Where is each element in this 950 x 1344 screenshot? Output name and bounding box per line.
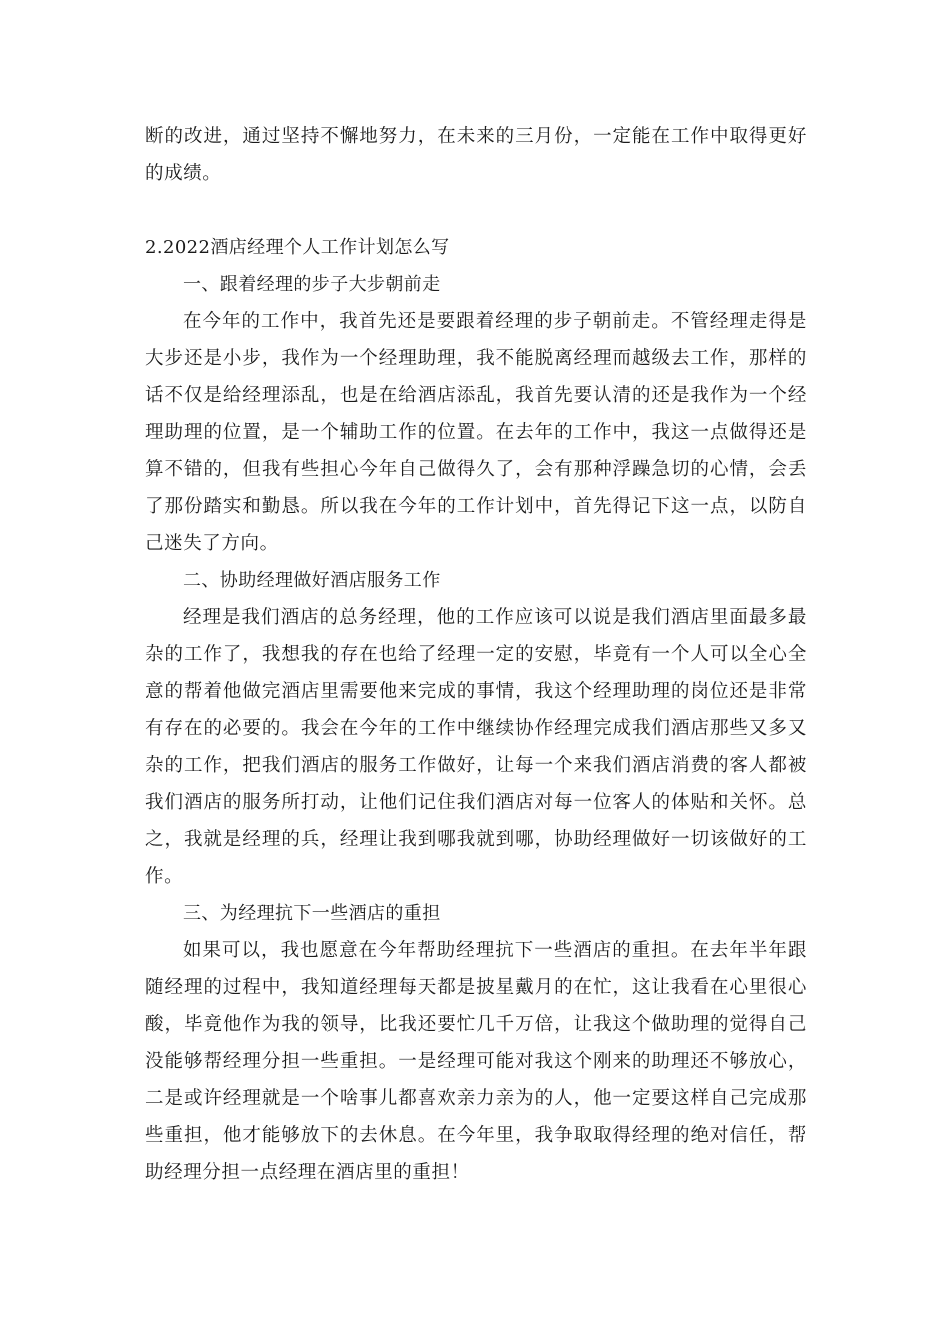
document-page [145, 118, 807, 1191]
item-heading-3: 三、为经理抗下一些酒店的重担 [183, 903, 441, 924]
item-heading-1: 一、跟着经理的步子大步朝前走 [183, 274, 441, 295]
item-body-3: 如果可以，我也愿意在今年帮助经理抗下一些酒店的重担。在去年半年跟随经理的过程中，我知道经理每天都是披星戴月的在忙，这让我看在心里很心酸，毕竟他作为我的领导，比我还要忙几千万倍，让我这个做助理的觉得自己没能够帮经理分担一些重担。一是经理可能对我这个刚来的助理还不够放心，二是或许经理就是一个啥事儿都喜欢亲力亲为的人，他一定要这样自己完成那些重担，他才能够放下的去休息。在今年里，我争取取得经理的绝对信任，帮助经理分担一点经理在酒店里的重担！ [145, 940, 807, 1183]
item-body-1: 在今年的工作中，我首先还是要跟着经理的步子朝前走。不管经理走得是大步还是小步，我作为一个经理助理，我不能脱离经理而越级去工作，那样的话不仅是给经理添乱，也是在给酒店添乱，我首先要认清的还是我作为一个经理助理的位置，是一个辅助工作的位置。在去年的工作中，我这一点做得还是算不错的，但我有些担心今年自己做得久了，会有那种浮躁急切的心情，会丢了那份踏实和勤恳。所以我在今年的工作计划中，首先得记下这一点，以防自己迷失了方向。 [145, 311, 807, 554]
intro-paragraph: 断的改进，通过坚持不懈地努力，在未来的三月份，一定能在工作中取得更好的成绩。 [145, 126, 807, 184]
item-body-2: 经理是我们酒店的总务经理，他的工作应该可以说是我们酒店里面最多最杂的工作了，我想我的存在也给了经理一定的安慰，毕竟有一个人可以全心全意的帮着他做完酒店里需要他来完成的事情，我这个经理助理的岗位还是非常有存在的必要的。我会在今年的工作中继续协作经理完成我们酒店那些又多又杂的工作，把我们酒店的服务工作做好，让每一个来我们酒店消费的客人都被我们酒店的服务所打动，让他们记住我们酒店对每一位客人的体贴和关怀。总之，我就是经理的兵，经理让我到哪我就到哪，协助经理做好一切该做好的工作。 [145, 607, 807, 887]
section-title: 2.2022酒店经理个人工作计划怎么写 [145, 237, 450, 258]
item-heading-2: 二、协助经理做好酒店服务工作 [183, 570, 441, 591]
